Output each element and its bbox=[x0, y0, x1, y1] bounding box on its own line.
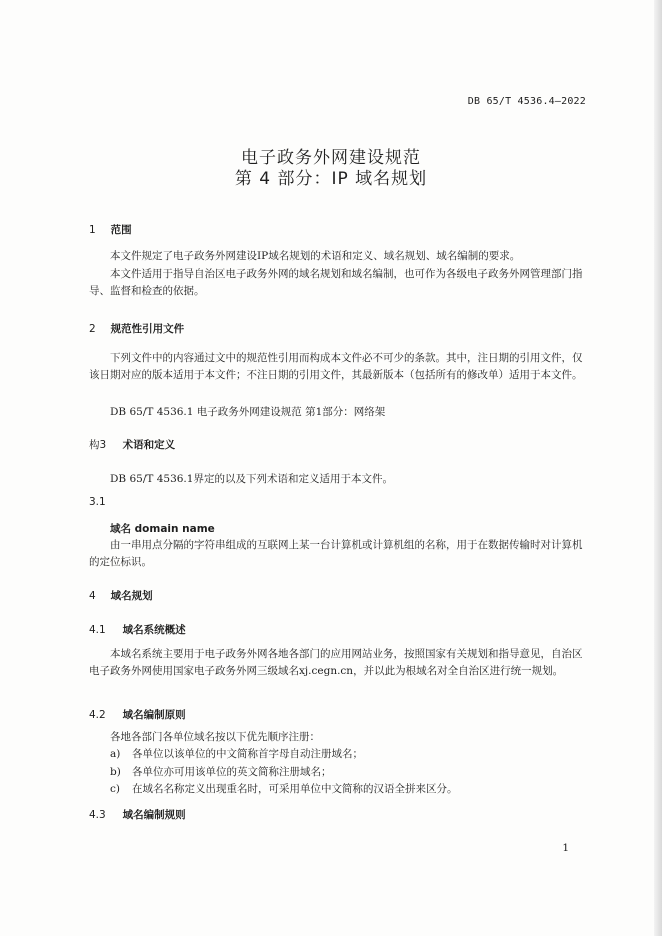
subsection-3-1-heading bbox=[89, 496, 119, 508]
section-title: 术语和定义 bbox=[122, 439, 176, 451]
section-3-heading bbox=[89, 437, 175, 452]
subsection-title: 域名编制规则 bbox=[122, 809, 186, 821]
subsection-4-1-paragraph: 本域名系统主要用于电子政务外网各地各部门的应用网站业务，按照国家有关规划和指导意见，自治区电子政务外网使用国家电子政务外网三级域名xj.cegn.cn，并以此为根域名对全自治区进行统一规划。 bbox=[89, 648, 583, 677]
list-item-text: 各单位亦可用该单位的英文简称注册域名； bbox=[132, 766, 332, 778]
section-title: 范围 bbox=[110, 224, 132, 236]
subsection-4-2-intro: 各地各部门各单位域名按以下优先顺序注册： bbox=[110, 731, 320, 743]
subsection-4-1-heading bbox=[89, 622, 186, 637]
section-4-heading bbox=[89, 588, 153, 603]
section-2-paragraph-1: 下列文件中的内容通过文中的规范性引用而构成本文件必不可少的条款。其中，注日期的引用文件，仅该日期对应的版本适用于本文件；不注日期的引用文件，其最新版本（包括所有的修改单）适用于本文件。 bbox=[89, 352, 583, 381]
document-number: DB 65/T 4536.4—2022 bbox=[467, 96, 586, 107]
subsection-title: 域名系统概述 bbox=[122, 624, 186, 636]
subsection-number: 4.1 bbox=[89, 624, 106, 636]
document-title: 电子政务外网建设规范 bbox=[241, 148, 421, 168]
section-2-heading bbox=[89, 321, 184, 336]
scan-edge-shadow bbox=[654, 0, 662, 936]
section-number: 2 bbox=[89, 323, 96, 335]
subsection-number: 4.2 bbox=[89, 709, 106, 721]
section-1-paragraph-1: 本文件规定了电子政务外网建设IP域名规划的术语和定义、域名规划、域名编制的要求。 bbox=[110, 250, 521, 262]
list-item-text: 各单位以该单位的中文简称首字母自动注册域名； bbox=[132, 748, 363, 760]
list-item-text: 在域名名称定义出现重名时，可采用单位中文简称的汉语全拼来区分。 bbox=[132, 783, 458, 795]
section-title: 规范性引用文件 bbox=[110, 323, 185, 335]
section-number: 构3 bbox=[89, 439, 107, 451]
document-subtitle: 第 4 部分：IP 域名规划 bbox=[234, 169, 428, 189]
section-1-heading bbox=[89, 222, 132, 237]
page-number: 1 bbox=[562, 842, 569, 854]
list-marker: a) bbox=[110, 748, 121, 760]
list-item bbox=[110, 746, 363, 761]
normative-reference: DB 65/T 4536.1 电子政务外网建设规范 第1部分：网络架 bbox=[110, 406, 386, 418]
section-1-paragraph-2: 本文件适用于指导自治区电子政务外网的域名规划和域名编制，也可作为各级电子政务外网管理部门指导、监督和检查的依据。 bbox=[89, 268, 583, 297]
list-marker: c) bbox=[110, 783, 120, 795]
list-item bbox=[110, 781, 458, 796]
list-item bbox=[110, 764, 332, 779]
section-3-paragraph-1: DB 65/T 4536.1界定的以及下列术语和定义适用于本文件。 bbox=[110, 473, 393, 485]
subsection-number: 3.1 bbox=[89, 496, 106, 508]
section-number: 1 bbox=[89, 224, 96, 236]
section-number: 4 bbox=[89, 590, 96, 602]
section-title: 域名规划 bbox=[110, 590, 153, 602]
term-entry: 域名 domain name bbox=[110, 523, 215, 535]
subsection-number: 4.3 bbox=[89, 809, 106, 821]
subsection-4-2-heading bbox=[89, 707, 186, 722]
subsection-4-3-heading bbox=[89, 807, 186, 822]
term-definition: 由一串用点分隔的字符串组成的互联网上某一台计算机或计算机组的名称，用于在数据传输时对计算机的定位标识。 bbox=[89, 539, 583, 568]
list-marker: b) bbox=[110, 766, 121, 778]
subsection-title: 域名编制原则 bbox=[122, 709, 186, 721]
